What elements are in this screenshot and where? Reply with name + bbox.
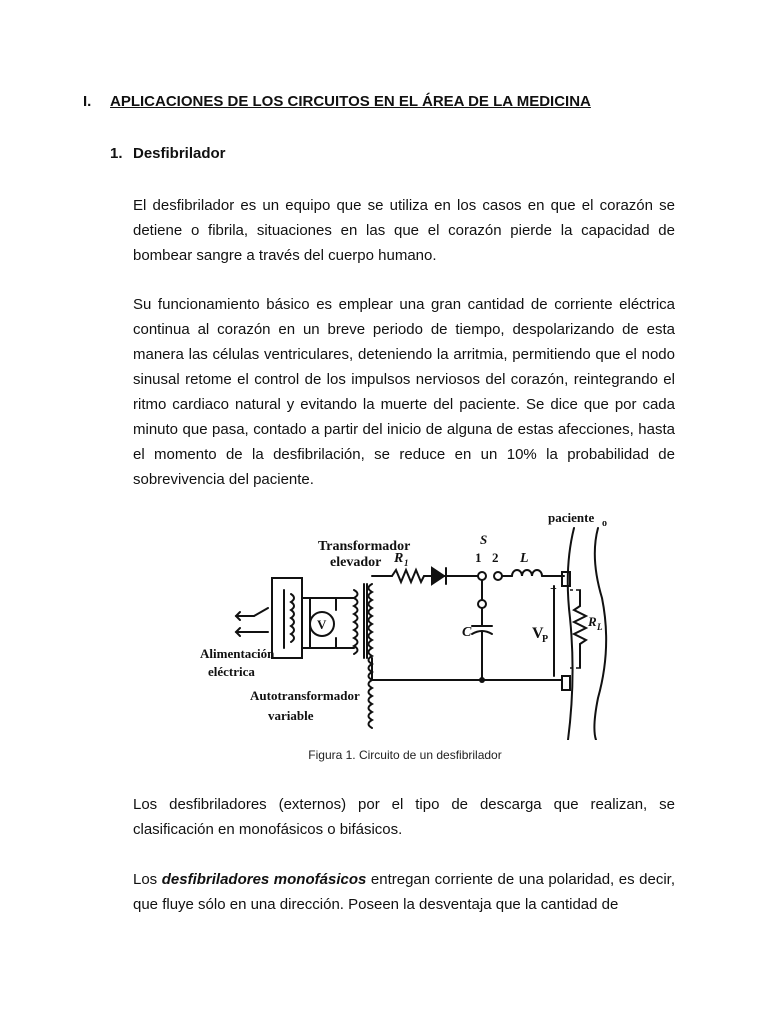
label-vp: V (532, 625, 544, 642)
circuit-figure (196, 498, 608, 740)
label-vp-sub: P (542, 634, 549, 645)
paragraph-definition: El desfibrilador es un equipo que se utiliza en los casos en que el corazón se detiene o fibrila, situaciones en las que el corazón pierde la capacidad de bombear sangre a través del cuerpo humano. (133, 197, 675, 264)
label-alimentacion-2: eléctrica (208, 664, 255, 679)
label-transformador-2: elevador (330, 555, 382, 570)
label-voltmeter: V (317, 617, 327, 632)
p4-emphasis: desfibriladores monofásicos (161, 871, 367, 888)
subsection-heading (110, 144, 226, 164)
label-pos1: 1 (475, 550, 482, 565)
p4-lead: Los (133, 871, 162, 888)
subsection-title: Desfibrilador (133, 145, 226, 162)
paragraph-function: Su funcionamiento básico es emplear una gran cantidad de corriente eléctrica continua al corazón en un breve periodo de tiempo, despolarizando de esta manera las células ventriculares, deteniendo la arritmia, permitiendo que el nodo sinusal retome el control de los impulsos nerviosos del corazón, reintegrando el ritmo cardiaco natural y evitando la muerte del paciente. Se dice que por cada minuto que pasa, contado a partir del inicio de alguna de estas afecciones, hasta el momento de la desfibrilación, se reduce en un 10% la probabilidad de sobrevivencia del paciente. (133, 296, 675, 488)
label-s: S (480, 532, 488, 547)
label-paciente-sub: o (602, 518, 607, 529)
label-l: L (520, 551, 529, 566)
label-autotransformador-1: Autotransformador (250, 688, 360, 703)
label-r1: R (394, 551, 404, 566)
label-autotransformador-2: variable (268, 708, 314, 723)
label-transformador-1: Transformador (318, 539, 411, 554)
figure-caption-text: Figura 1. Circuito de un desfibrilador (308, 748, 502, 762)
label-rl-sub: L (597, 622, 603, 632)
paragraph-monophasic (133, 867, 675, 917)
label-r1-sub: 1 (404, 558, 409, 568)
defibrillator-circuit-diagram (196, 498, 608, 740)
label-plus: + (550, 581, 557, 595)
section-title: APLICACIONES DE LOS CIRCUITOS EN EL ÁREA DE LA MEDICINA (110, 93, 591, 110)
label-alimentacion-1: Alimentación (200, 646, 275, 661)
label-rl: R (588, 614, 597, 629)
label-paciente: paciente (548, 510, 595, 525)
paragraph-classification: Los desfibriladores (externos) por el tipo de descarga que realizan, se clasificación en monofásicos o bifásicos. (133, 796, 675, 838)
subsection-number: 1. (110, 145, 123, 162)
label-pos2: 2 (492, 550, 499, 565)
label-c: C (462, 625, 472, 640)
section-number: I. (83, 93, 92, 110)
p4-rest: entregan corriente de una polaridad, es decir, que fluye sólo en una dirección. Poseen la desventaja que la cantidad de (133, 871, 675, 913)
figure-caption (0, 747, 768, 763)
